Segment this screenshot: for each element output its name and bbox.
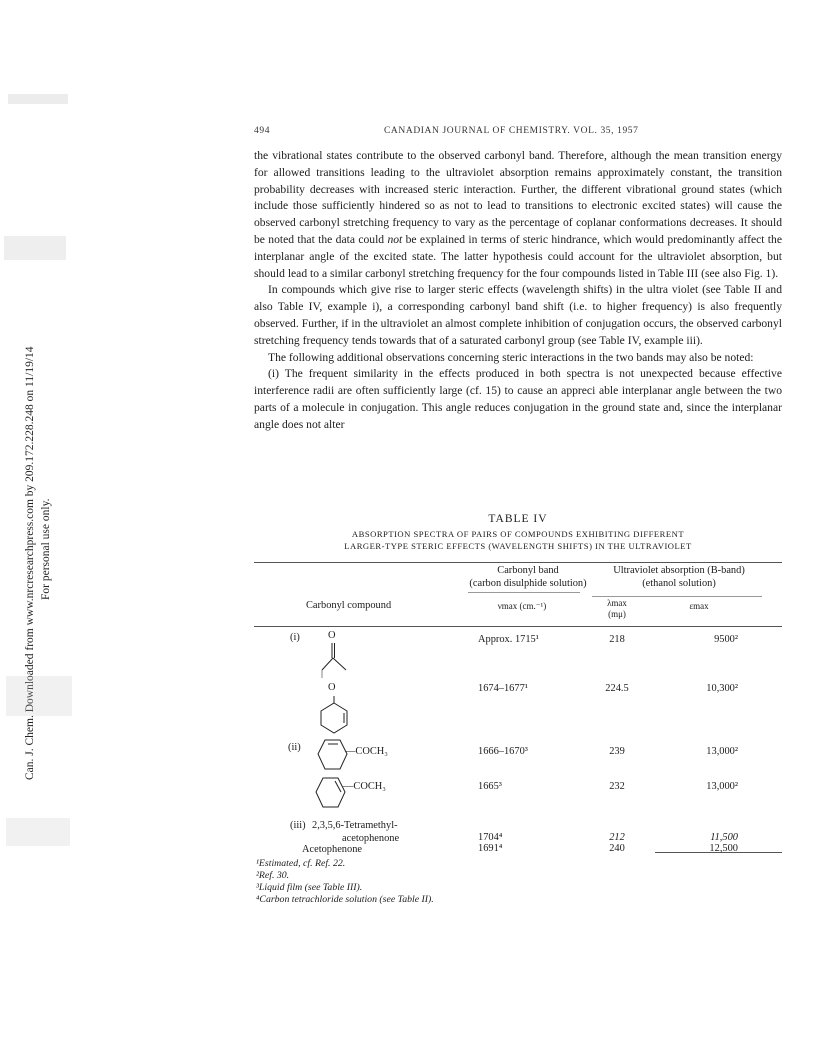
nu-value: 1674–1677¹ xyxy=(478,683,528,694)
subheader-nu-max: νmax (cm.⁻¹) xyxy=(497,601,547,611)
atom-label-oxygen: O xyxy=(328,682,336,693)
substituent-coch3: —COCH₃ xyxy=(343,781,386,792)
footnote: ⁴Carbon tetrachloride solution (see Table II). xyxy=(256,894,434,905)
carbonyl-band-rule xyxy=(468,592,580,593)
substituent-coch3: —COCH₃ xyxy=(345,746,388,757)
column-header-carbonyl-band: Carbonyl band (carbon disulphide solution) xyxy=(469,565,587,589)
atom-label-oxygen: O xyxy=(328,630,336,641)
footnote: ²Ref. 30. xyxy=(256,870,290,881)
scan-artifact xyxy=(6,676,72,716)
footnote: ¹Estimated, cf. Ref. 22. xyxy=(256,858,346,869)
group-label-ii: (ii) xyxy=(288,742,301,753)
lambda-value: 218 xyxy=(609,634,625,645)
footnote: ³Liquid film (see Table III). xyxy=(256,882,363,893)
scan-artifact xyxy=(4,236,66,260)
nu-value: 1666–1670³ xyxy=(478,746,528,757)
column-header-uv-absorption: Ultraviolet absorption (B-band) (ethanol solution) xyxy=(613,565,745,589)
table-title: TABLE IV xyxy=(488,513,548,525)
table-footnotes xyxy=(256,858,434,906)
cyclohexenone-structure xyxy=(314,694,354,740)
compound-name: 2,3,5,6-Tetramethyl- acetophenone xyxy=(312,820,400,844)
journal-title: CANADIAN JOURNAL OF CHEMISTRY. VOL. 35, 1957 xyxy=(384,126,639,136)
scan-artifact xyxy=(8,94,68,104)
epsilon-value: 13,000² xyxy=(706,781,738,792)
paragraph-4: (i) The frequent similarity in the effects produced in both spectra is not unexpected because effective interference radii are often sufficiently large (cf. 15) to cause an appreci able interplanar angle between the two parts of a molecule in conjugation. This angle reduces conjugation in the ground state and, since the interplanar angle does not alter xyxy=(254,367,782,431)
header-bottom-rule xyxy=(254,626,782,627)
scan-artifact xyxy=(6,818,70,846)
lambda-value: 232 xyxy=(609,781,625,792)
epsilon-value: 12,500 xyxy=(709,843,738,854)
lambda-value: 224.5 xyxy=(605,683,629,694)
lambda-value: 239 xyxy=(609,746,625,757)
page-number: 494 xyxy=(254,126,271,136)
epsilon-value: 11,500 xyxy=(710,832,738,843)
lambda-value: 240 xyxy=(609,843,625,854)
cyclohexenyl-ring-2 xyxy=(310,772,350,816)
column-header-compound: Carbonyl compound xyxy=(306,600,392,611)
subheader-epsilon-max: εmax xyxy=(689,601,709,611)
paragraph-1: the vibrational states contribute to the observed carbonyl band. Therefore, although the mean transition energy for allowed transitions leading to the ultraviolet absorption remains approximately constant, the transition probability decreases with increased steric interaction. Further, the different vibrational ground states (which include those sufficiently hindered so as not to lead to transitions to electronic excited states) will cause the observed carbonyl stretching frequency to vary as the percentage of coplanar conformations decreases. It should be noted that the data could not be explained in terms of steric hindrance, which would predominantly affect the interplanar angle of the excited state. The latter hypothesis could account for the ultraviolet absorption, but should lead to a similar carbonyl stretching frequency for the four compounds listed in Table III (see also Fig. 1). xyxy=(254,149,782,280)
uv-rule xyxy=(592,596,762,597)
nu-value: Approx. 1715¹ xyxy=(478,634,539,645)
nu-value: 1665³ xyxy=(478,781,502,792)
compound-name: Acetophenone xyxy=(302,844,363,855)
nu-value: 1691⁴ xyxy=(478,843,503,854)
body-text xyxy=(254,148,782,434)
group-label-iii: (iii) xyxy=(290,820,306,831)
lambda-value: 212 xyxy=(609,832,625,843)
table-top-rule xyxy=(254,562,782,563)
paragraph-2: In compounds which give rise to larger steric effects (wavelength shifts) in the ultra violet (see Table II and also Table IV, example i), a corresponding carbonyl band shift (i.e. to higher frequency) is also frequently observed. Further, if in the ultraviolet an almost complete inhibition of conjugation occurs, the observed carbonyl stretching frequency tends towards that of a saturated carbonyl group (see Table IV, example iii). xyxy=(254,283,782,347)
running-header xyxy=(254,126,784,140)
epsilon-value: 9500² xyxy=(714,634,738,645)
table-caption: ABSORPTION SPECTRA OF PAIRS OF COMPOUNDS EXHIBITING DIFFERENT LARGER-TYPE STERIC EFFECTS (WAVELENGTH SHIFTS) IN THE ULTRAVIOLET xyxy=(344,529,692,551)
epsilon-value: 10,300² xyxy=(706,683,738,694)
epsilon-value: 13,000² xyxy=(706,746,738,757)
watermark-line-2: For personal use only. xyxy=(40,498,52,600)
watermark-line-1: Can. J. Chem. Downloaded from www.nrcresearchpress.com by 209.172.228.248 on 11/19/14 xyxy=(24,346,36,780)
nu-value: 1704⁴ xyxy=(478,832,503,843)
group-label-i: (i) xyxy=(290,632,300,643)
paragraph-3: The following additional observations concerning steric interactions in the two bands may also be noted: xyxy=(268,350,754,364)
subheader-lambda-max: λmax (mμ) xyxy=(607,598,627,619)
emphasis-not: not xyxy=(387,232,403,246)
